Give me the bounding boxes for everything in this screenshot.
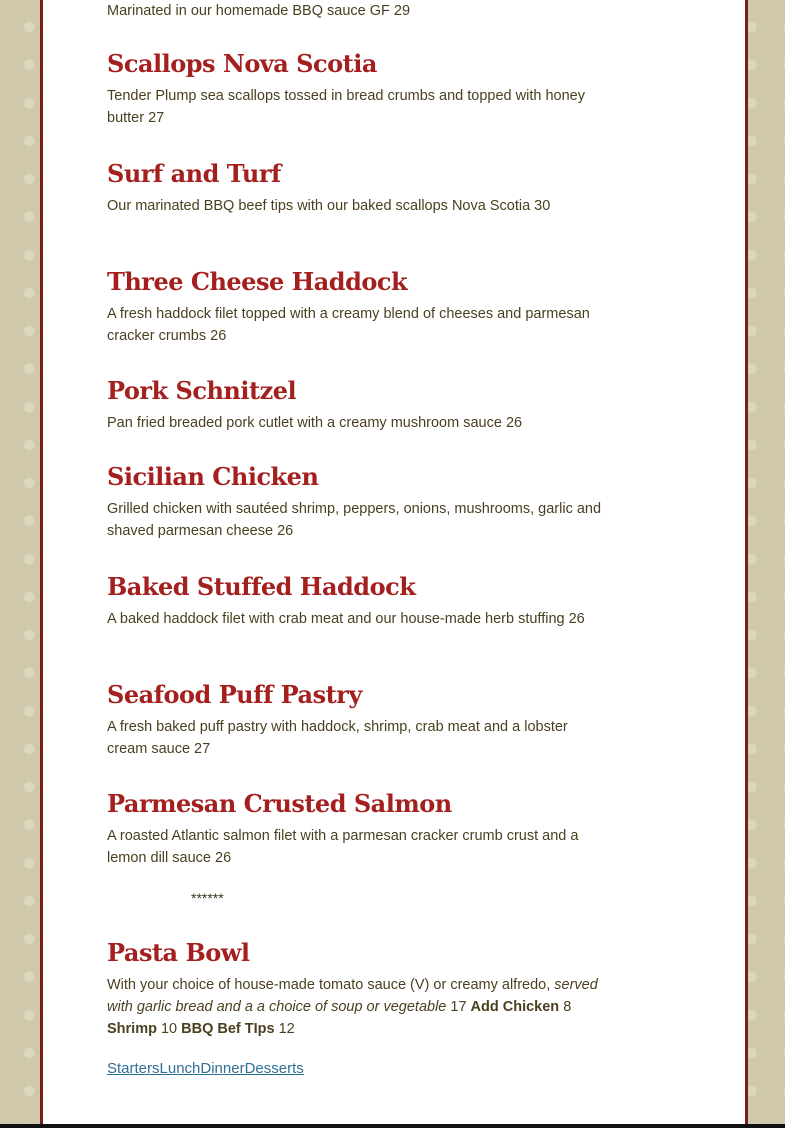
menu-item-title: Baked Stuffed Haddock bbox=[107, 572, 416, 601]
menu-item-title: Pork Schnitzel bbox=[107, 376, 297, 405]
addon-beef-price: 12 bbox=[274, 1021, 295, 1037]
addon-chicken-price: 8 bbox=[559, 999, 572, 1015]
menu-item-title: Surf and Turf bbox=[107, 159, 281, 188]
pasta-line: With your choice of house-made tomato sauce (V) or creamy alfredo, bbox=[107, 977, 551, 993]
menu-item-description bbox=[107, 974, 607, 1040]
bottom-border bbox=[0, 1124, 785, 1128]
addon-shrimp: Shrimp bbox=[107, 1021, 157, 1037]
menu-nav bbox=[107, 1060, 304, 1077]
nav-link-starters[interactable]: Starters bbox=[107, 1060, 160, 1077]
menu-item-title: Pasta Bowl bbox=[107, 938, 250, 967]
menu-item-title: Seafood Puff Pastry bbox=[107, 680, 362, 709]
nav-link-lunch[interactable]: Lunch bbox=[159, 1060, 201, 1077]
menu-item bbox=[107, 572, 602, 630]
menu-item bbox=[107, 49, 602, 129]
pasta-italic-note: served with garlic bread and a a choice of soup or vegetable bbox=[107, 977, 598, 1015]
menu-item bbox=[107, 462, 602, 542]
menu-item-description: Grilled chicken with sautéed shrimp, peppers, onions, mushrooms, garlic and shaved parmesan cheese 26 bbox=[107, 501, 602, 539]
partial-item-description: Marinated in our homemade BBQ sauce GF 29 bbox=[107, 3, 411, 19]
menu-item bbox=[107, 267, 602, 347]
menu-item-pasta bbox=[107, 938, 602, 1040]
menu-item bbox=[107, 789, 602, 869]
separator: ****** bbox=[191, 890, 224, 906]
menu-item-description: Our marinated BBQ beef tips with our baked scallops Nova Scotia 30 bbox=[107, 198, 551, 214]
menu-item-description: A fresh haddock filet topped with a creamy blend of cheeses and parmesan cracker crumbs 26 bbox=[107, 306, 590, 344]
menu-item-title: Parmesan Crusted Salmon bbox=[107, 789, 452, 818]
pasta-price: 17 bbox=[446, 999, 471, 1015]
nav-link-desserts[interactable]: Desserts bbox=[244, 1060, 304, 1077]
menu-item-description: A baked haddock filet with crab meat and our house-made herb stuffing 26 bbox=[107, 611, 585, 627]
menu-item-description: A fresh baked puff pastry with haddock, shrimp, crab meat and a lobster cream sauce 27 bbox=[107, 719, 568, 757]
menu-item-title: Scallops Nova Scotia bbox=[107, 49, 377, 78]
addon-beef: BBQ Bef TIps bbox=[181, 1021, 275, 1037]
menu-item-title: Sicilian Chicken bbox=[107, 462, 319, 491]
menu-item bbox=[107, 680, 602, 760]
menu-item-description: Tender Plump sea scallops tossed in bread crumbs and topped with honey butter 27 bbox=[107, 88, 585, 126]
menu-item bbox=[107, 159, 602, 217]
nav-link-dinner[interactable]: Dinner bbox=[200, 1060, 245, 1077]
menu-item-description: A roasted Atlantic salmon filet with a parmesan cracker crumb crust and a lemon dill sauce 26 bbox=[107, 828, 579, 866]
menu-item bbox=[107, 376, 602, 434]
menu-item-title: Three Cheese Haddock bbox=[107, 267, 408, 296]
addon-shrimp-price: 10 bbox=[156, 1021, 182, 1037]
addon-chicken: Add Chicken bbox=[470, 999, 560, 1015]
menu-item-description: Pan fried breaded pork cutlet with a creamy mushroom sauce 26 bbox=[107, 415, 523, 431]
